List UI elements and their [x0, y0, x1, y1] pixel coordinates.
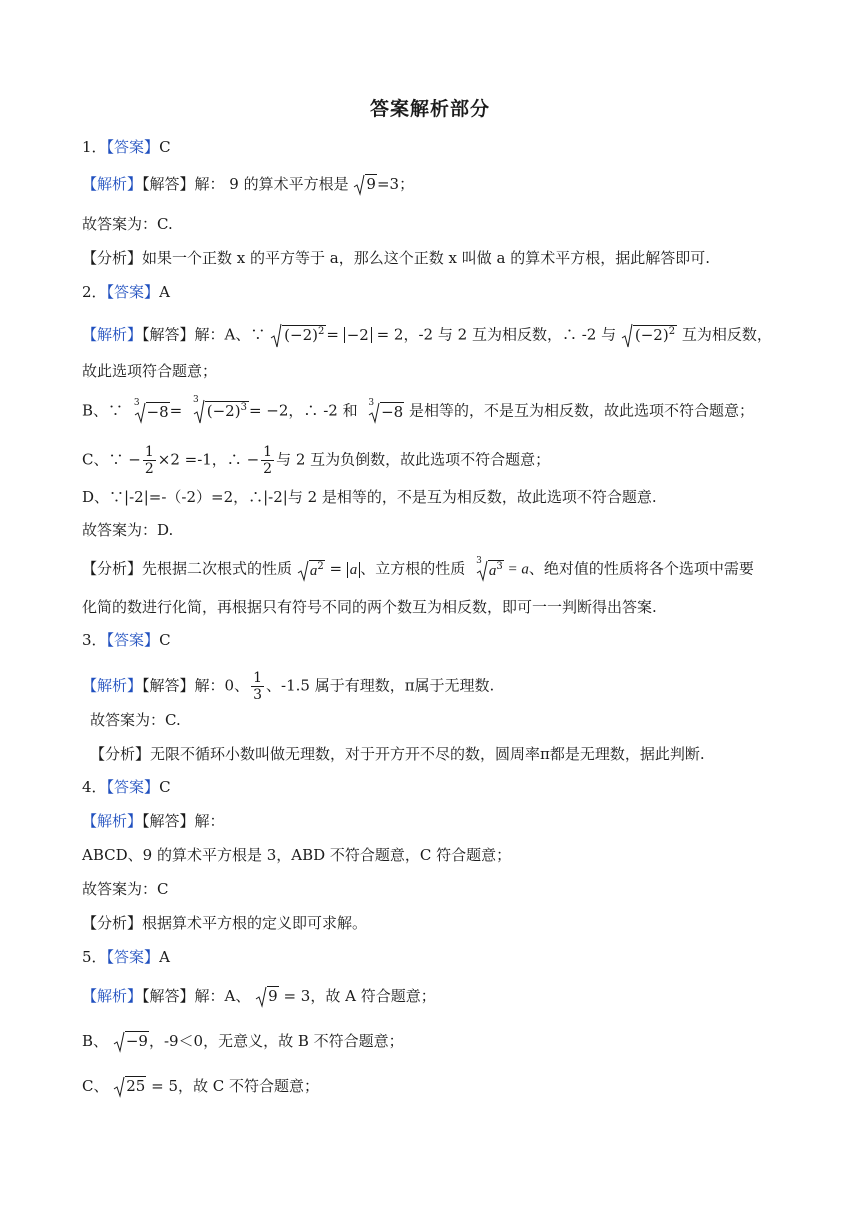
q3-solution-line: 【解析】【解答】解：0、 $\frac{1}{3}$ 、-1.5 属于有理数，π属于无理数. — [82, 670, 495, 703]
cbrt-expression: $^3$ −8 — [133, 398, 169, 421]
q2-answer-line: 2．【答案】A — [82, 283, 170, 301]
q1-analysis: 【分析】如果一个正数 x 的平方等于 a，那么这个正数 x 叫做 a 的算术平方根，据此解答即可. — [82, 249, 710, 267]
q4-solution-line: 【解析】【解答】解： — [82, 812, 225, 830]
fraction: $\frac{1}{2}$ — [144, 444, 154, 477]
q5-option-c: C、 25 = 5，故 C 不符合题意； — [82, 1076, 319, 1098]
jiexi-tag: 【解析】 — [82, 175, 143, 193]
q4-solution-body: ABCD、9 的算术平方根是 3，ABD 不符合题意，C 符合题意； — [82, 846, 512, 864]
q2-option-d: D、∵|-2|=-（-2）=2，∴|-2|与 2 是相等的，不是互为相反数，故此选项不符合题意. — [82, 488, 657, 506]
cbrt-expression: $^3a^3$ — [476, 556, 503, 579]
q3-answer-line: 3．【答案】C — [82, 631, 171, 649]
q1-solution-line — [82, 174, 414, 196]
cbrt-expression: $^3(-2)^3$ — [187, 398, 249, 425]
q2-option-c: C、∵ − $\frac{1}{2}$ ×2 =-1，∴ − $\frac{1}{2}$ 与 2 互为负倒数，故此选项不符合题意； — [82, 444, 551, 477]
q1-conclusion: 故答案为：C. — [82, 215, 173, 233]
jieda-tag: 【解答】 — [142, 175, 195, 193]
sqrt-expression: −9 — [113, 1031, 149, 1053]
fraction: $\frac{1}{3}$ — [253, 670, 262, 703]
fraction: $\frac{1}{2}$ — [263, 444, 273, 477]
q2-analysis-cont: 化简的数进行化简，再根据只有符号不同的两个数互为相反数，即可一一判断得出答案. — [82, 598, 657, 616]
sqrt-expression: $(-2)^2$ — [270, 322, 326, 349]
q2-conclusion: 故答案为：D. — [82, 521, 174, 539]
sqrt-expression: $a^2$ — [297, 557, 325, 582]
q1-result: =3； — [376, 175, 415, 193]
cbrt-expression: $^3$ −8 — [368, 398, 404, 421]
q1-text: 解： 9 的算术平方根是 — [194, 175, 349, 193]
answer-value: C — [159, 138, 171, 156]
sqrt-expression: 25 — [113, 1076, 146, 1098]
answer-tag: 【答案】 — [106, 948, 160, 966]
sqrt-expression: 9 — [353, 174, 377, 196]
answer-tag: 【答案】 — [106, 138, 160, 156]
q2-analysis: 【分析】先根据二次根式的性质 $a^2 = a$ 、立方根的性质 $^3a^3 = a$、绝对值的性质将各个选项中需要 — [82, 557, 754, 582]
page-title: 答案解析部分 — [369, 98, 490, 120]
jiexi-tag: 【解析】 — [82, 676, 143, 695]
question-number: 1． — [82, 138, 107, 156]
q3-analysis: 【分析】无限不循环小数叫做无理数，对于开方开不尽的数，圆周率π都是无理数，据此判断. — [90, 745, 705, 763]
sqrt-expression: 9 — [255, 986, 279, 1008]
q4-answer-line: 4．【答案】C — [82, 778, 171, 796]
fenxi-tag: 【分析】 — [90, 745, 151, 763]
jiexi-tag: 【解析】 — [82, 812, 143, 830]
fenxi-tag: 【分析】 — [82, 249, 143, 267]
sqrt-expression: $(-2)^2$ — [621, 322, 677, 349]
answer-tag: 【答案】 — [106, 778, 160, 796]
jiexi-tag: 【解析】 — [82, 987, 143, 1005]
fenxi-tag: 【分析】 — [82, 559, 143, 578]
q2-option-a: 【解析】【解答】解：A、∵ $(-2)^2 = -2 = 2$，-2 与 2 互为相反数，∴ -2 与 $(-2)^2$ 互为相反数， — [82, 322, 772, 349]
q2-option-a-conclusion: 故此选项符合题意； — [82, 362, 218, 380]
q2-option-b: B、∵ $^3 -8= ^3(-2)^3 = -2$，∴ -2 和 $^3$ −8 是相等的，不是互为相反数，故此选项不符合题意； — [82, 398, 754, 425]
q4-analysis: 【分析】根据算术平方根的定义即可求解。 — [82, 914, 368, 932]
jiexi-tag: 【解析】 — [82, 325, 143, 344]
answer-tag: 【答案】 — [106, 631, 160, 649]
q1-answer-line — [82, 137, 171, 157]
q4-conclusion: 故答案为：C — [82, 880, 169, 898]
q5-option-a: 【解析】【解答】解：A、 9 = 3，故 A 符合题意； — [82, 986, 436, 1008]
answer-tag: 【答案】 — [106, 283, 160, 301]
q3-conclusion: 故答案为：C. — [90, 711, 181, 729]
q5-answer-line: 5．【答案】A — [82, 948, 170, 966]
fenxi-tag: 【分析】 — [82, 914, 143, 932]
q5-option-b: B、 −9，-9＜0，无意义，故 B 不符合题意； — [82, 1031, 404, 1053]
